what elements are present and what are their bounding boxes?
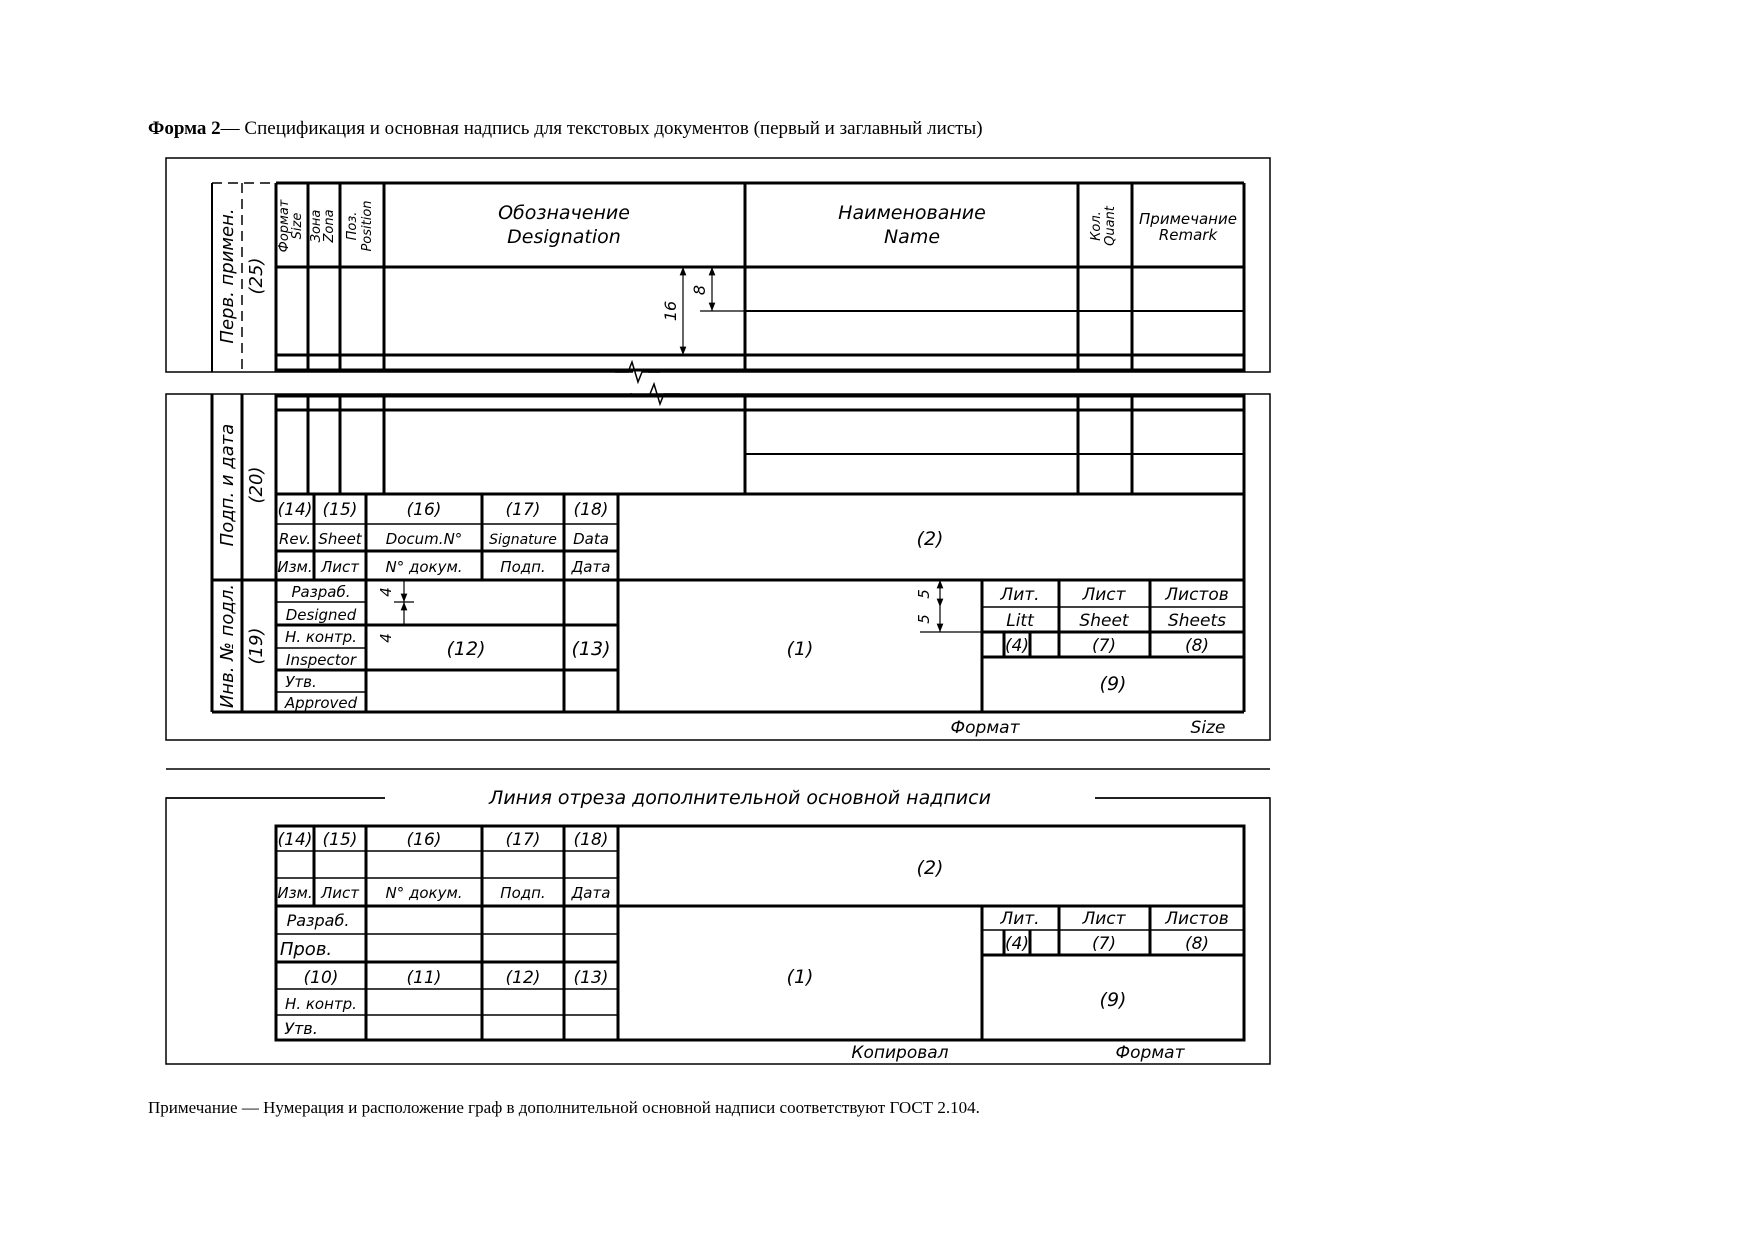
label-rev: Rev. xyxy=(278,530,312,548)
cell-code-13: (13) xyxy=(571,638,611,660)
extra-label-izm: Изм. xyxy=(277,884,313,902)
label-docum: Docum.N° xyxy=(385,530,463,548)
label-litt: Litt xyxy=(1006,611,1034,631)
header-designation-ru: Обозначение xyxy=(498,202,630,224)
label-inspector: Inspector xyxy=(286,651,356,669)
label-signature: Signature xyxy=(489,532,557,548)
label-data-ru: Дата xyxy=(571,558,611,576)
extra-code-1: (1) xyxy=(786,966,814,988)
extra-label-n-kontr: Н. контр. xyxy=(285,995,357,1013)
side-label-podp-data: Подп. и дата xyxy=(217,423,238,547)
extra-label-razrab: Разраб. xyxy=(286,911,350,930)
cell-code-2: (2) xyxy=(916,528,944,550)
extra-label-format: Формат xyxy=(1115,1043,1185,1063)
cell-code-17: (17) xyxy=(505,500,541,520)
dim-5a: 5 xyxy=(915,589,933,599)
side-code-19: (19) xyxy=(246,627,267,665)
extra-label-n-dokum: N° докум. xyxy=(385,884,463,902)
header-format-ru: Формат xyxy=(277,199,292,253)
extra-label-list2: Лист xyxy=(1082,909,1126,929)
side-code-25: (25) xyxy=(246,257,267,295)
extra-block-labels xyxy=(277,830,1228,1063)
extra-code-12: (12) xyxy=(505,968,541,988)
cell-code-16: (16) xyxy=(406,500,442,520)
cell-code-1: (1) xyxy=(786,638,814,660)
dim-5b: 5 xyxy=(915,614,933,624)
dim-16: 16 xyxy=(661,300,680,322)
label-listov: Листов xyxy=(1165,585,1229,605)
dim-4a: 4 xyxy=(377,587,395,597)
label-approved: Approved xyxy=(284,694,358,712)
header-designation-en: Designation xyxy=(507,226,621,248)
extra-code-2: (2) xyxy=(916,857,944,879)
form-caption-text: — Спецификация и основная надпись для текстовых документов (первый и заглавный листы) xyxy=(220,118,983,139)
cell-code-14: (14) xyxy=(277,500,313,520)
label-lit: Лит. xyxy=(1000,585,1040,605)
label-n-dokum: N° докум. xyxy=(385,558,463,576)
dim-4b: 4 xyxy=(377,633,395,643)
extra-label-lit: Лит. xyxy=(1000,909,1040,929)
label-format: Формат xyxy=(950,718,1020,738)
dim-8: 8 xyxy=(690,284,709,296)
cut-line-label: Линия отреза дополнительной основной надписи xyxy=(489,787,991,809)
extra-code-16: (16) xyxy=(406,830,442,850)
label-sheets: Sheets xyxy=(1167,611,1227,631)
header-remark-ru: Примечание xyxy=(1139,210,1237,228)
label-data: Data xyxy=(573,530,609,548)
header-name-en: Name xyxy=(883,226,941,248)
header-name-ru: Наименование xyxy=(838,202,986,224)
header-format-en: Size xyxy=(290,212,305,240)
side-label-inv-podl: Инв. № подл. xyxy=(217,583,238,709)
label-izm: Изм. xyxy=(277,558,313,576)
label-sheet2: Sheet xyxy=(1079,611,1129,631)
extra-code-7: (7) xyxy=(1091,934,1117,954)
extra-code-13: (13) xyxy=(573,968,609,988)
side-label-perv-primen: Перв. примен. xyxy=(217,208,238,344)
cell-code-12: (12) xyxy=(446,638,486,660)
header-pos-en: Position xyxy=(360,200,375,252)
label-list2: Лист xyxy=(1082,585,1126,605)
header-pos-ru: Поз. xyxy=(345,211,360,241)
extra-label-podp: Подп. xyxy=(500,884,546,902)
extra-label-utv: Утв. xyxy=(284,1019,318,1038)
extra-code-17: (17) xyxy=(505,830,541,850)
extra-label-listov: Листов xyxy=(1165,909,1229,929)
extra-code-11: (11) xyxy=(406,968,442,988)
extra-label-data: Дата xyxy=(571,884,611,902)
side-code-20: (20) xyxy=(246,466,267,504)
header-qty-ru: Кол. xyxy=(1089,211,1104,241)
extra-code-15: (15) xyxy=(322,830,358,850)
label-n-kontr: Н. контр. xyxy=(285,628,357,646)
label-utv: Утв. xyxy=(285,673,317,691)
cell-code-4: (4) xyxy=(1004,636,1030,656)
cell-code-7: (7) xyxy=(1091,636,1117,656)
extra-code-18: (18) xyxy=(573,830,609,850)
label-podp: Подп. xyxy=(500,558,546,576)
extra-code-14: (14) xyxy=(277,830,313,850)
extra-code-10: (10) xyxy=(303,968,339,988)
label-razrab: Разраб. xyxy=(291,583,351,601)
label-size: Size xyxy=(1190,718,1226,738)
spec-header-labels xyxy=(217,199,1237,343)
cell-code-15: (15) xyxy=(322,500,358,520)
label-list: Лист xyxy=(320,558,360,576)
cell-code-18: (18) xyxy=(573,500,609,520)
extra-code-4: (4) xyxy=(1004,934,1030,954)
extra-label-prov: Пров. xyxy=(279,939,333,960)
form-caption-bold: Форма 2 xyxy=(148,118,221,139)
spec-top-fragment xyxy=(166,158,1270,404)
extra-label-list: Лист xyxy=(320,884,360,902)
label-sheet: Sheet xyxy=(318,530,362,548)
footnote: Примечание — Нумерация и расположение граф в дополнительной основной надписи соответствуют ГОСТ 2.104. xyxy=(148,1098,980,1117)
cell-code-9: (9) xyxy=(1099,673,1127,695)
extra-code-8: (8) xyxy=(1184,934,1210,954)
extra-label-kopiroval: Копировал xyxy=(851,1043,949,1063)
label-designed: Designed xyxy=(285,606,357,624)
header-qty-en: Quant xyxy=(1103,206,1118,246)
header-remark-en: Remark xyxy=(1158,226,1218,244)
cell-code-8: (8) xyxy=(1184,636,1210,656)
header-zone-en: Zona xyxy=(322,209,337,243)
header-zone-ru: Зона xyxy=(309,209,324,243)
extra-code-9: (9) xyxy=(1099,989,1127,1011)
